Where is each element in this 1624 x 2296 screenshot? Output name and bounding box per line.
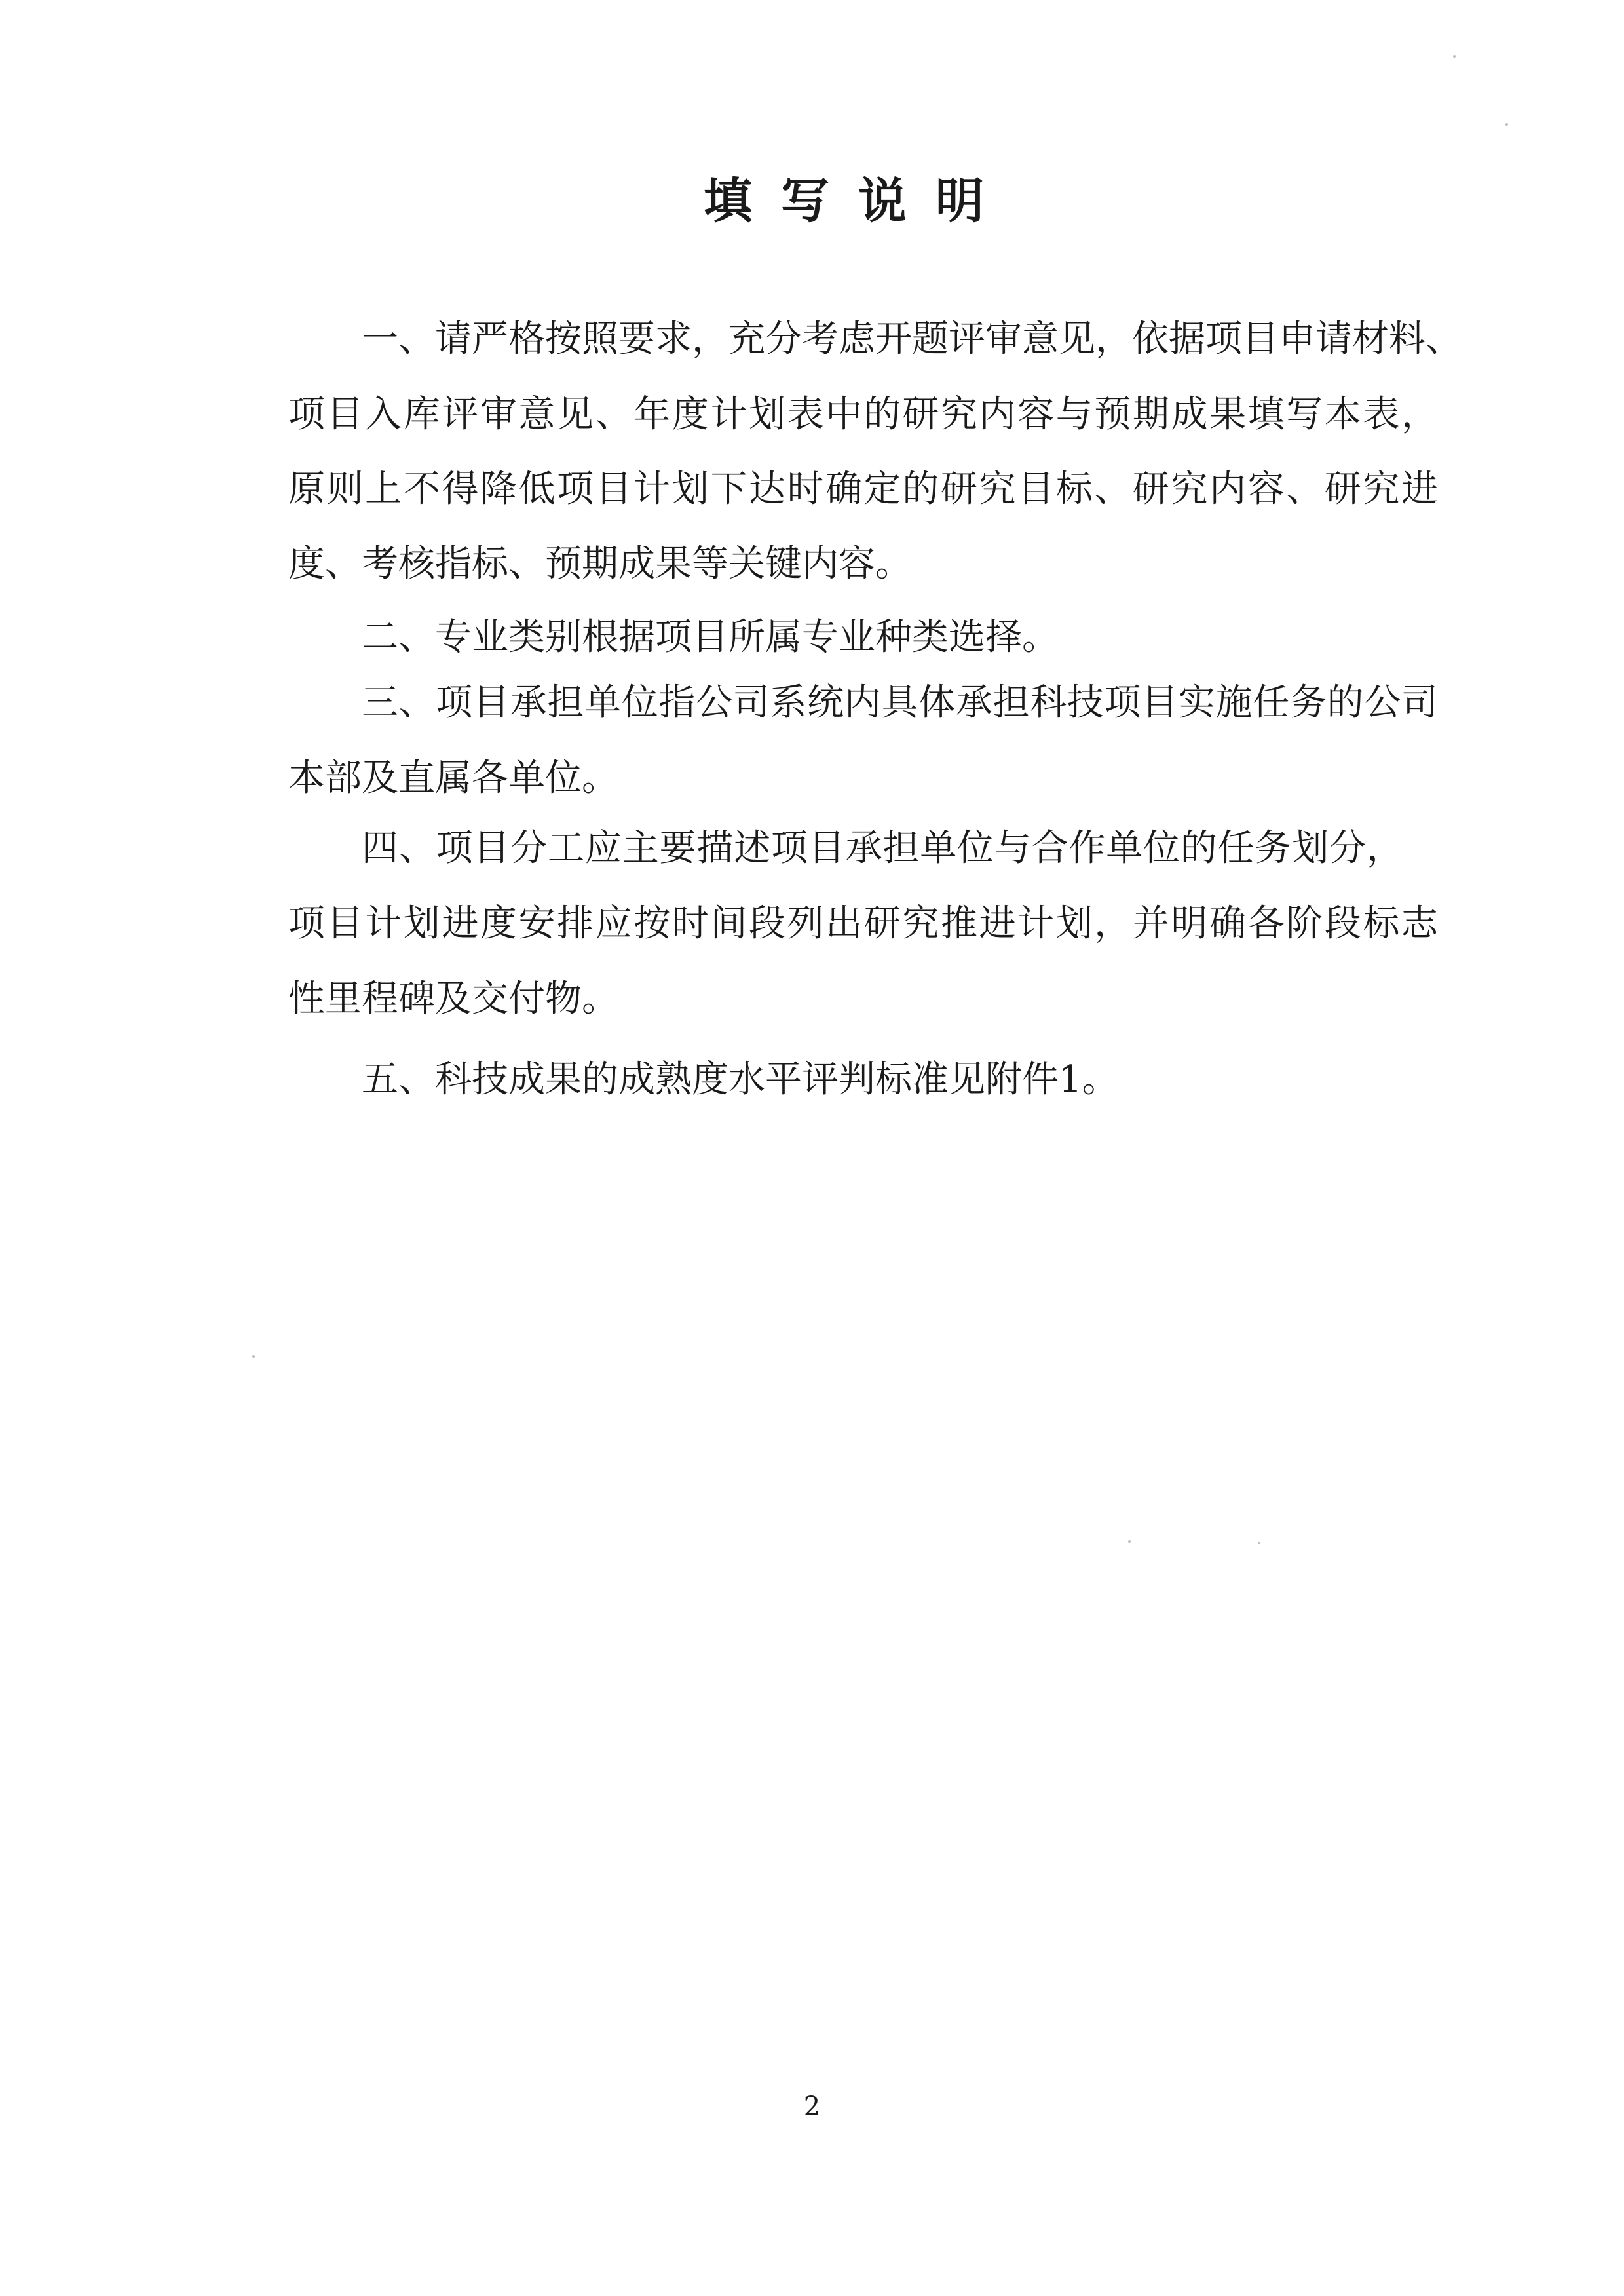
scan-artifact [252,1355,255,1358]
scan-artifact [1258,1542,1260,1544]
paragraph-1-line-2: 项目入库评审意见、年度计划表中的研究内容与预期成果填写本表， [288,393,1438,436]
paragraph-2-line-1: 二、专业类别根据项目所属专业种类选择。 [362,616,1059,659]
paragraph-5-line-1: 五、科技成果的成熟度水平评判标准见附件1。 [362,1058,1119,1101]
scan-artifact [1453,55,1456,58]
paragraph-1-line-3: 原则上不得降低项目计划下达时确定的研究目标、研究内容、研究进 [288,468,1438,510]
document-title: 填写说明 [704,173,1013,229]
page-number: 2 [803,2092,821,2122]
paragraph-1-line-1: 一、请严格按照要求，充分考虑开题评审意见，依据项目申请材料、 [362,318,1462,360]
scan-artifact [1505,123,1508,126]
paragraph-3-line-2: 本部及直属各单位。 [288,757,618,799]
paragraph-4-line-2: 项目计划进度安排应按时间段列出研究推进计划，并明确各阶段标志 [288,902,1438,945]
paragraph-4-line-1: 四、项目分工应主要描述项目承担单位与合作单位的任务划分， [362,827,1403,870]
paragraph-3-line-1: 三、项目承担单位指公司系统内具体承担科技项目实施任务的公司 [362,681,1438,724]
paragraph-1-line-4: 度、考核指标、预期成果等关键内容。 [288,543,912,585]
scan-artifact [1128,1540,1131,1543]
paragraph-4-line-3: 性里程碑及交付物。 [288,978,618,1020]
